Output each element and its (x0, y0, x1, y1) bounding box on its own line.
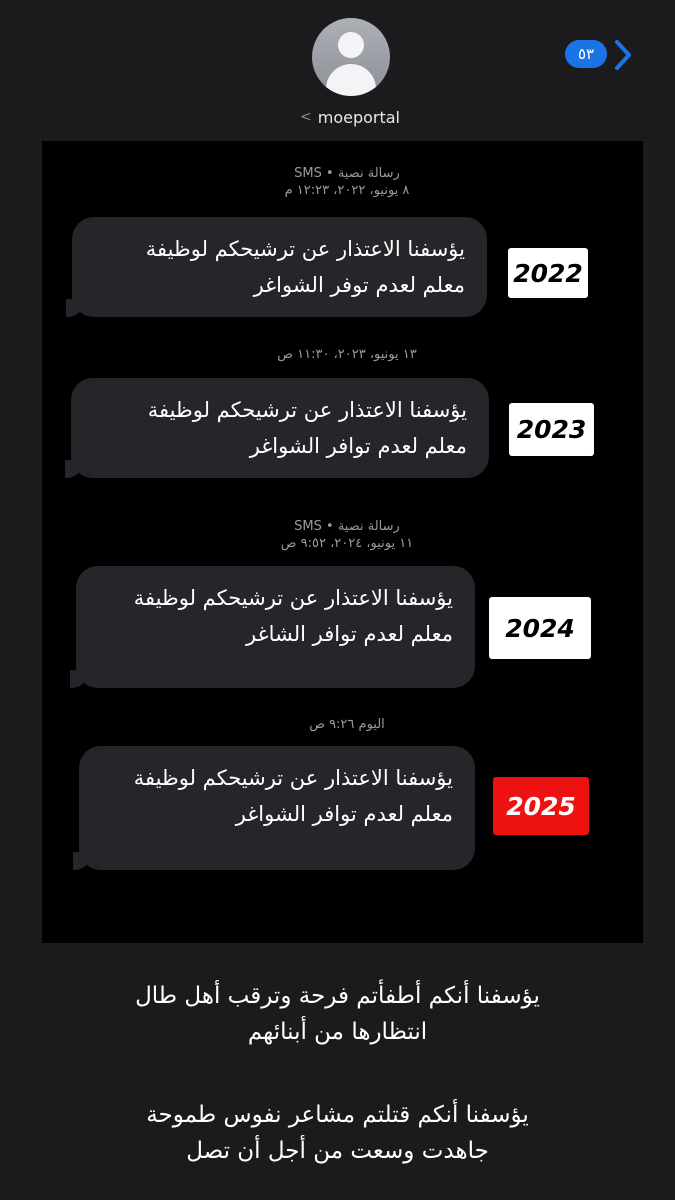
caption-paragraph-1: يؤسفنا أنكم أطفأتم فرحة وترقب أهل طال انتظارها من أبنائهم (135, 983, 540, 1045)
chevron-left-icon: < (300, 109, 312, 125)
contact-name: moeportal (317, 107, 400, 127)
message-timestamp: ٨ يونيو، ٢٠٢٢، ١٢:٢٣ م (284, 183, 410, 198)
unread-count-badge[interactable]: ٥٣ (565, 40, 607, 68)
message-timestamp: ١١ يونيو، ٢٠٢٤، ٩:٥٢ ص (280, 536, 414, 551)
message-bubble[interactable]: يؤسفنا الاعتذار عن ترشيحكم لوظيفة معلم لعدم توافر الشواغر (79, 746, 475, 870)
message-bubble[interactable]: يؤسفنا الاعتذار عن ترشيحكم لوظيفة معلم لعدم توافر الشاغر (76, 566, 475, 688)
message-meta (217, 518, 477, 552)
contact-avatar[interactable] (312, 18, 390, 96)
contact-name-button[interactable] (300, 106, 400, 128)
message-meta (217, 716, 477, 733)
avatar-head-shape (338, 32, 364, 58)
message-meta (217, 346, 477, 363)
avatar-body-shape (326, 64, 376, 96)
message-timestamp: اليوم ٩:٢٦ ص (309, 717, 385, 732)
conversation-header (0, 0, 675, 140)
year-label-highlighted: 2025 (493, 777, 589, 835)
message-timestamp: ١٣ يونيو، ٢٠٢٣، ١١:٣٠ ص (277, 347, 417, 362)
message-thread[interactable] (42, 141, 643, 943)
year-label: 2024 (489, 597, 591, 659)
year-label: 2022 (508, 248, 588, 298)
caption-paragraph-2: يؤسفنا أنكم قتلتم مشاعر نفوس طموحة جاهدت وسعت من أجل أن تصل (146, 1102, 529, 1164)
message-bubble[interactable]: يؤسفنا الاعتذار عن ترشيحكم لوظيفة معلم لعدم توفر الشواغر (72, 217, 487, 317)
message-type-label: رسالة نصية • SMS (294, 519, 400, 534)
back-chevron-icon[interactable] (612, 38, 634, 72)
message-bubble[interactable]: يؤسفنا الاعتذار عن ترشيحكم لوظيفة معلم لعدم توافر الشواغر (71, 378, 489, 478)
message-meta (217, 165, 477, 199)
year-label: 2023 (509, 403, 594, 456)
message-type-label: رسالة نصية • SMS (294, 166, 400, 181)
